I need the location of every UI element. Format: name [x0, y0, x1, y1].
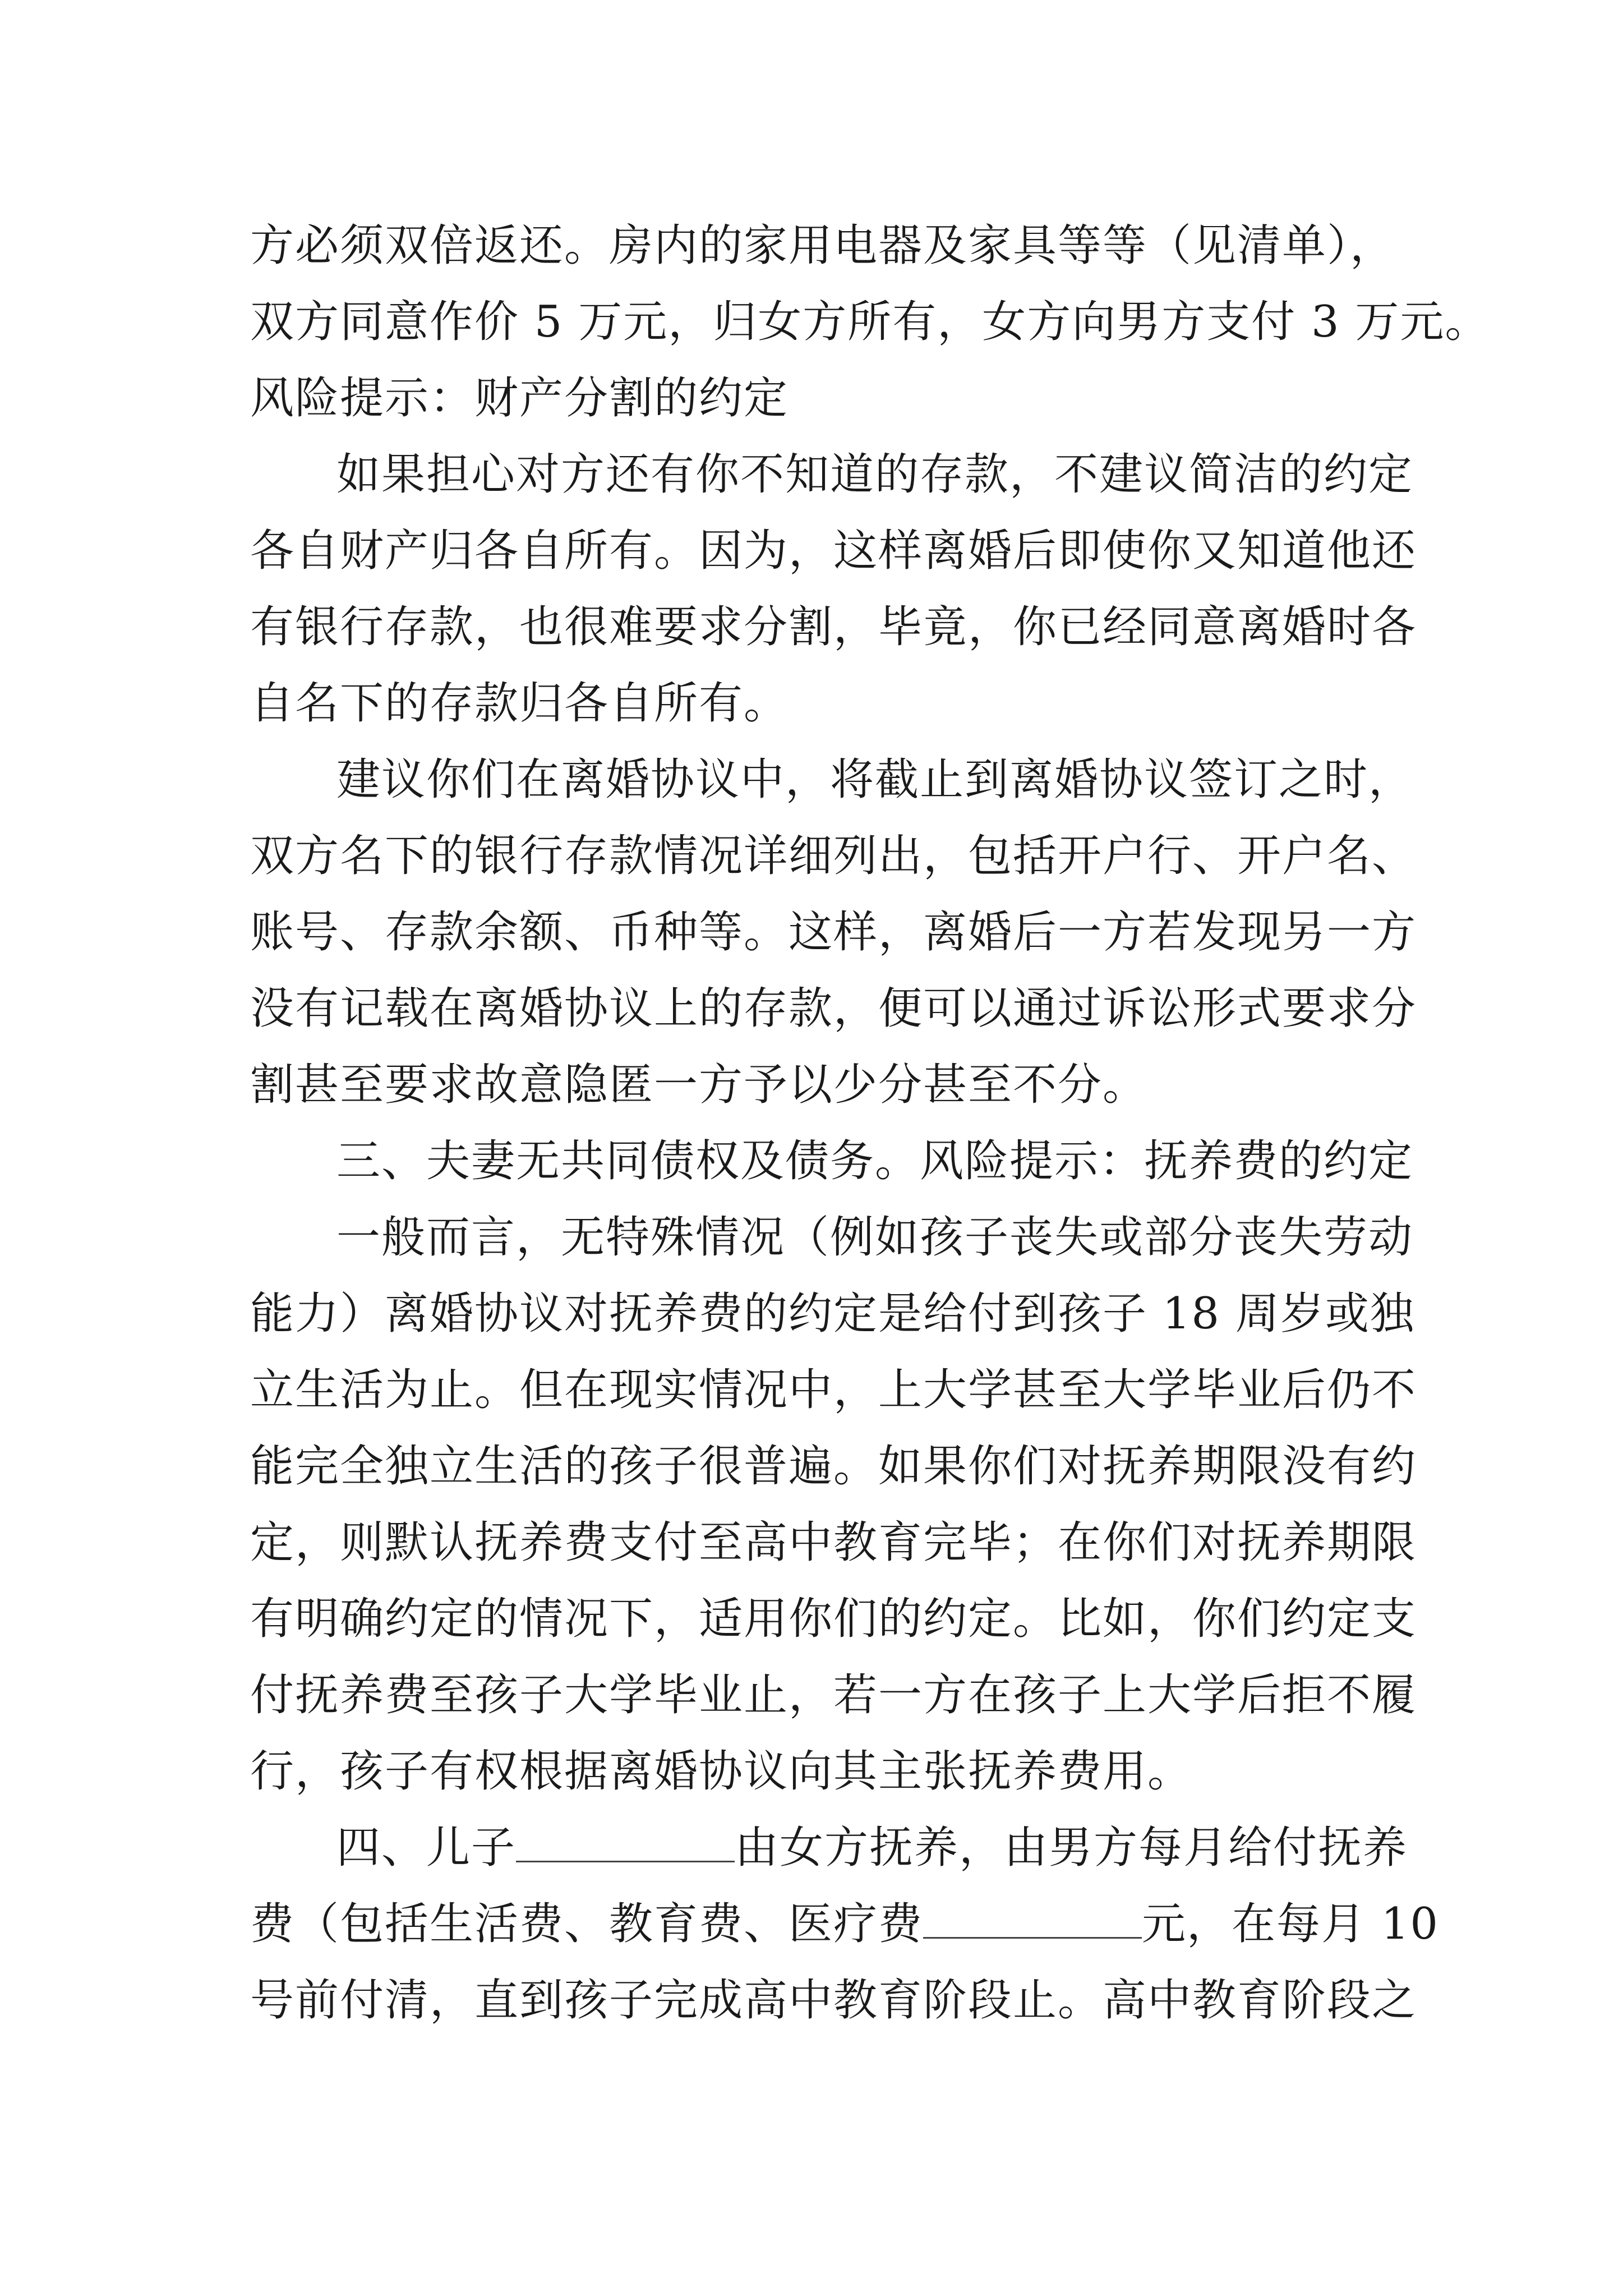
- paragraph-start: 建议你们在离婚协议中，将截止到离婚协议签订之时，: [336, 754, 1414, 805]
- text-line: 有明确约定的情况下，适用你们的约定。比如，你们约定支: [250, 1594, 1417, 1644]
- text-line: 账号、存款余额、币种等。这样，离婚后一方若发现另一方: [250, 907, 1417, 958]
- text-line: 行，孩子有权根据离婚协议向其主张抚养费用。: [250, 1746, 1193, 1797]
- text-line: 立生活为止。但在现实情况中，上大学甚至大学毕业后仍不: [250, 1365, 1417, 1415]
- text-line: 割甚至要求故意隐匿一方予以少分甚至不分。: [250, 1060, 1148, 1110]
- text-line: 能完全独立生活的孩子很普遍。如果你们对抚养期限没有约: [250, 1441, 1417, 1492]
- text-segment: 元，在每月 10: [1142, 1899, 1440, 1949]
- section-heading: 三、夫妻无共同债权及债务。风险提示：抚养费的约定: [336, 1136, 1414, 1186]
- fill-in-blank[interactable]: [923, 1901, 1142, 1939]
- text-line: 能力）离婚协议对抚养费的约定是给付到孩子 18 周岁或独: [250, 1289, 1415, 1339]
- text-line: 没有记载在离婚协议上的存款，便可以通过诉讼形式要求分: [250, 983, 1417, 1034]
- text-segment: 四、儿子: [336, 1823, 517, 1873]
- section-heading: 风险提示：财产分割的约定: [250, 373, 789, 424]
- text-line: 定，则默认抚养费支付至高中教育完毕；在你们对抚养期限: [250, 1517, 1417, 1568]
- text-line: [250, 1896, 1439, 1952]
- paragraph-start: 一般而言，无特殊情况（例如孩子丧失或部分丧失劳动: [336, 1212, 1414, 1263]
- text-line: 自名下的存款归各自所有。: [250, 678, 789, 729]
- text-line: 号前付清，直到孩子完成高中教育阶段止。高中教育阶段之: [250, 1975, 1417, 2026]
- text-line: 双方名下的银行存款情况详细列出，包括开户行、开户名、: [250, 831, 1417, 881]
- fill-in-blank[interactable]: [516, 1825, 735, 1862]
- text-line: 有银行存款，也很难要求分割，毕竟，你已经同意离婚时各: [250, 602, 1417, 652]
- paragraph-start: 如果担心对方还有你不知道的存款，不建议简洁的约定: [336, 449, 1414, 500]
- text-line: 各自财产归各自所有。因为，这样离婚后即使你又知道他还: [250, 526, 1417, 576]
- text-line: 双方同意作价 5 万元，归女方所有，女方向男方支付 3 万元。: [250, 297, 1490, 347]
- text-segment: 由女方抚养，由男方每月给付抚养: [735, 1823, 1408, 1873]
- paragraph-start: [336, 1820, 1408, 1876]
- text-line: 付抚养费至孩子大学毕业止，若一方在孩子上大学后拒不履: [250, 1670, 1417, 1720]
- text-line: 方必须双倍返还。房内的家用电器及家具等等（见清单），: [250, 220, 1395, 271]
- text-segment: 费（包括生活费、教育费、医疗费: [250, 1899, 924, 1949]
